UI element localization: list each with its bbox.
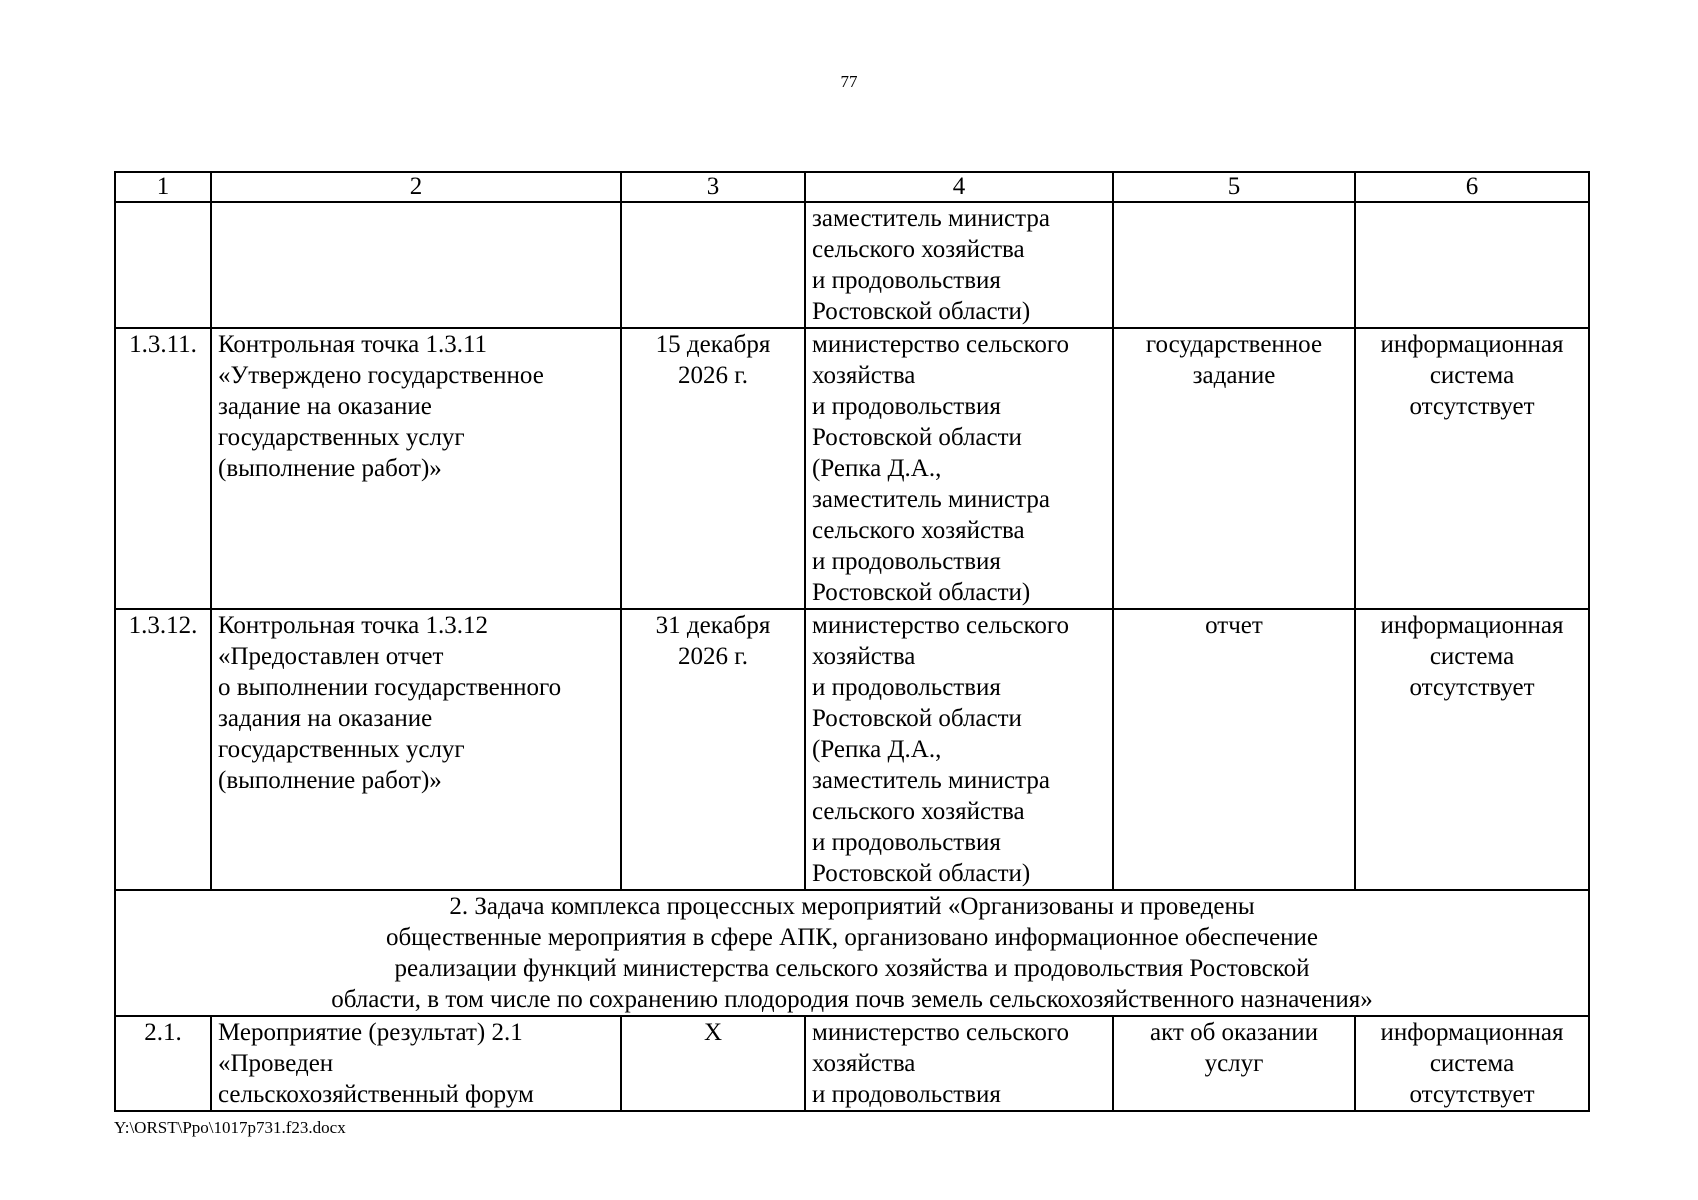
row-name: Контрольная точка 1.3.12 «Предоставлен отчет о выполнении государственного задания на оказание государственных услуг (выполнение работ)» (211, 609, 621, 890)
row-date: 15 декабря 2026 г. (621, 328, 805, 609)
row-system: информационная система отсутствует (1355, 609, 1589, 890)
row-number: 1.3.11. (115, 328, 211, 609)
row-document (1113, 202, 1355, 328)
row-responsible: заместитель министра сельского хозяйства и продовольствия Ростовской области) (805, 202, 1113, 328)
row-date: 31 декабря 2026 г. (621, 609, 805, 890)
column-number: 3 (621, 172, 805, 202)
task-heading: 2. Задача комплекса процессных мероприятий «Организованы и проведены общественные мероприятия в сфере АПК, организовано информационное обеспечение реализации функций министерства сельского хозяйства и продовольствия Ростовской области, в том числе по сохранению плодородия почв земель сельскохозяйственного назначения» (115, 890, 1589, 1016)
row-number (115, 202, 211, 328)
column-number: 4 (805, 172, 1113, 202)
row-name: Контрольная точка 1.3.11 «Утверждено государственное задание на оказание государственных услуг (выполнение работ)» (211, 328, 621, 609)
measures-table (114, 171, 1590, 1112)
page-number: 77 (840, 72, 858, 91)
table-row (115, 202, 1589, 328)
row-date: Х (621, 1016, 805, 1111)
row-document: отчет (1113, 609, 1355, 890)
row-number: 1.3.12. (115, 609, 211, 890)
row-responsible: министерство сельского хозяйства и продовольствия Ростовской области (Репка Д.А., заместитель министра сельского хозяйства и продовольствия Ростовской области) (805, 328, 1113, 609)
column-number: 6 (1355, 172, 1589, 202)
row-system: информационная система отсутствует (1355, 1016, 1589, 1111)
column-number-row (115, 172, 1589, 202)
row-date (621, 202, 805, 328)
column-number: 1 (115, 172, 211, 202)
table-row (115, 609, 1589, 890)
row-responsible: министерство сельского хозяйства и продовольствия (805, 1016, 1113, 1111)
column-number: 5 (1113, 172, 1355, 202)
row-system (1355, 202, 1589, 328)
column-number: 2 (211, 172, 621, 202)
file-path-footer: Y:\ORST\Ppo\1017p731.f23.docx (114, 1118, 346, 1137)
row-responsible: министерство сельского хозяйства и продовольствия Ростовской области (Репка Д.А., заместитель министра сельского хозяйства и продовольствия Ростовской области) (805, 609, 1113, 890)
row-number: 2.1. (115, 1016, 211, 1111)
row-document: акт об оказании услуг (1113, 1016, 1355, 1111)
row-system: информационная система отсутствует (1355, 328, 1589, 609)
row-name (211, 202, 621, 328)
task-heading-row (115, 890, 1589, 1016)
row-name: Мероприятие (результат) 2.1 «Проведен сельскохозяйственный форум (211, 1016, 621, 1111)
table-row (115, 328, 1589, 609)
table-row (115, 1016, 1589, 1111)
row-document: государственное задание (1113, 328, 1355, 609)
